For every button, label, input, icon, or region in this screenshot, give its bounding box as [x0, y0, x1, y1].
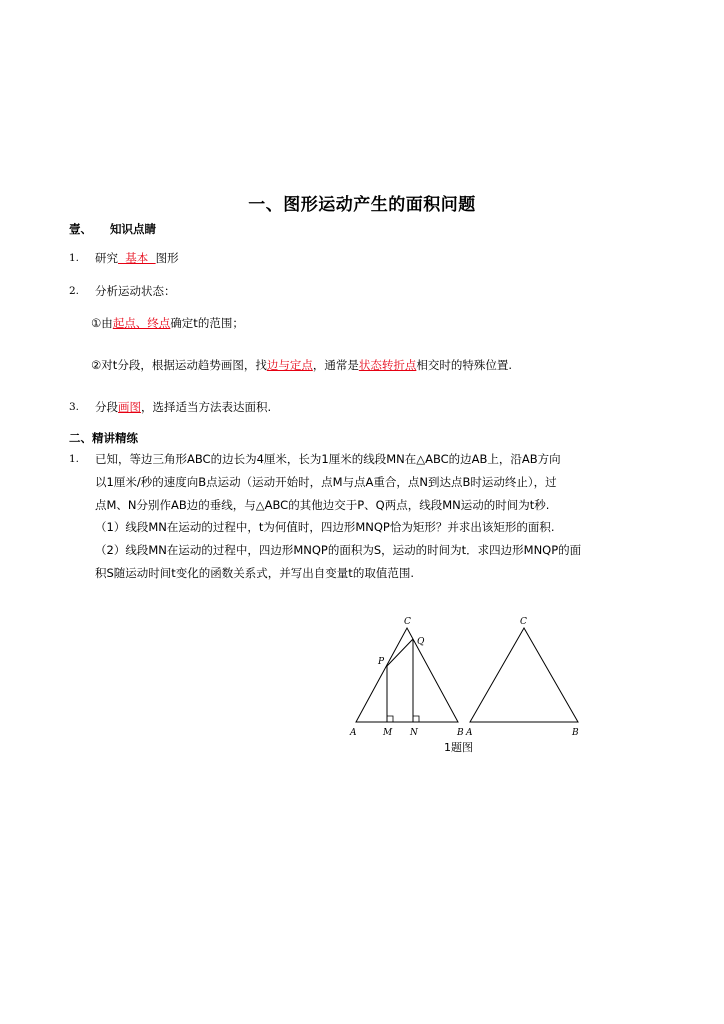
- problem-line: 点M、N分别作AB边的垂线，与△ABC的其他边交于P、Q两点，线段MN运动的时间为t秒.: [95, 498, 550, 512]
- geometry-figure: [342, 606, 588, 756]
- problem-part-1: （1）线段MN在运动的过程中，t为何值时，四边形MNQP恰为矩形？并求出该矩形的面积.: [95, 520, 555, 534]
- sub-item-1: [91, 315, 244, 331]
- figure-caption: 1题图: [444, 741, 473, 754]
- triangle-abc-left: [356, 628, 458, 722]
- label-n: N: [410, 728, 418, 738]
- knowledge-item-3: [95, 399, 271, 415]
- item-number: 3.: [69, 401, 80, 413]
- highlight-text: 画图: [118, 400, 141, 414]
- highlight-text: 状态转折点: [358, 358, 417, 372]
- item-text: ，通常是: [312, 358, 359, 372]
- highlight-text: 起点、终点: [112, 316, 171, 330]
- item-text: ，选择适当方法表达面积.: [141, 400, 272, 414]
- item-text: 确定t的范围；: [170, 316, 244, 330]
- label-a: A: [466, 728, 473, 738]
- problem-line: 积S随运动时间t变化的函数关系式，并写出自变量t的取值范围.: [95, 566, 414, 580]
- problem-part-2: （2）线段MN在运动的过程中，四边形MNQP的面积为S，运动的时间为t．求四边形MNQP的面: [95, 543, 582, 557]
- label-b: B: [457, 728, 464, 738]
- page-title: 一、图形运动产生的面积问题: [248, 195, 476, 215]
- label-m: M: [383, 728, 393, 738]
- item-number: 1.: [69, 252, 80, 264]
- label-b: B: [572, 728, 579, 738]
- label-c: C: [404, 617, 411, 627]
- item-text: 相交时的特殊位置.: [416, 358, 512, 372]
- highlight-text: 边与定点: [266, 358, 313, 372]
- problem-line: 以1厘米/秒的速度向B点运动（运动开始时，点M与点A重合，点N到达点B时运动终止），过: [95, 475, 557, 489]
- right-angle-m: [387, 716, 393, 722]
- triangle-abc-right: [470, 628, 578, 722]
- section-practice: 二、精讲精练: [69, 431, 138, 445]
- segment-pq: [387, 639, 413, 666]
- label-a: A: [350, 728, 357, 738]
- right-angle-n: [413, 716, 419, 722]
- item-text: 研究: [95, 251, 118, 265]
- label-p: P: [378, 657, 385, 667]
- item-number: 2.: [69, 285, 80, 297]
- item-text: ②对t分段，根据运动趋势画图，找: [91, 358, 267, 372]
- problem-number: 1.: [69, 453, 80, 465]
- knowledge-item-1: [95, 250, 179, 266]
- section-num: 壹、: [69, 222, 92, 236]
- highlight-text: 基本: [118, 251, 156, 265]
- sub-item-2: [91, 357, 512, 373]
- problem-line: 已知，等边三角形ABC的边长为4厘米，长为1厘米的线段MN在△ABC的边AB上，沿AB方向: [95, 452, 561, 466]
- triangle-diagrams: [342, 606, 588, 756]
- label-c: C: [520, 617, 527, 627]
- section-knowledge: [69, 221, 156, 237]
- item-text: 图形: [155, 251, 179, 265]
- section-heading: 知识点睛: [110, 222, 157, 236]
- item-text: 分段: [95, 400, 118, 414]
- knowledge-item-2: 分析运动状态：: [95, 284, 176, 298]
- label-q: Q: [417, 637, 425, 647]
- item-text: ①由: [91, 316, 113, 330]
